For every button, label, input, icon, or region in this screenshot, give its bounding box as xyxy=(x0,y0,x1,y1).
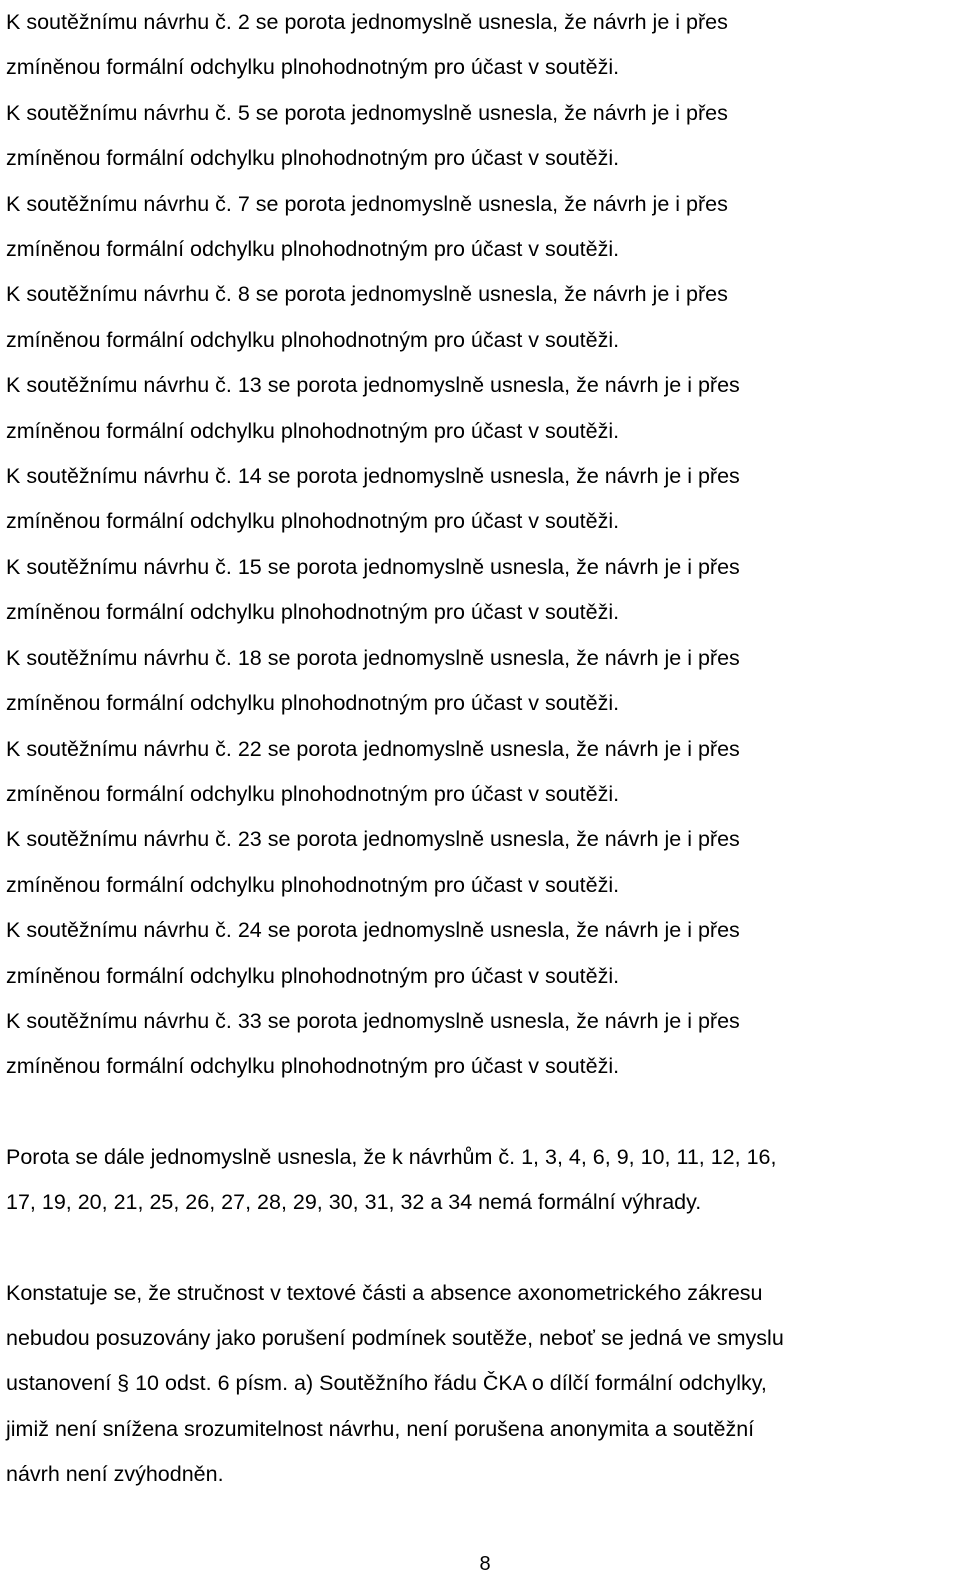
decision-line: K soutěžnímu návrhu č. 14 se porota jednomyslně usnesla, že návrh je i přes xyxy=(6,464,740,489)
decision-paragraph xyxy=(6,817,956,908)
decision-line: zmíněnou formální odchylku plnohodnotným pro účast v soutěži. xyxy=(6,146,620,171)
decision-paragraph xyxy=(6,363,956,454)
statement-line: ustanovení § 10 odst. 6 písm. a) Soutěžního řádu ČKA o dílčí formální odchylky, xyxy=(6,1371,767,1396)
decision-paragraph xyxy=(6,999,956,1090)
decision-paragraph xyxy=(6,454,956,545)
decision-line: zmíněnou formální odchylku plnohodnotným pro účast v soutěži. xyxy=(6,691,620,716)
decision-paragraph xyxy=(6,0,956,91)
decision-line: K soutěžnímu návrhu č. 33 se porota jednomyslně usnesla, že návrh je i přes xyxy=(6,1008,740,1033)
statement-line: nebudou posuzovány jako porušení podmínek soutěže, neboť se jedná ve smyslu xyxy=(6,1325,784,1350)
decision-list xyxy=(6,0,956,1090)
decision-line: zmíněnou formální odchylku plnohodnotným pro účast v soutěži. xyxy=(6,600,620,625)
summary-line: Porota se dále jednomyslně usnesla, že k návrhům č. 1, 3, 4, 6, 9, 10, 11, 12, 16, xyxy=(6,1144,777,1169)
decision-line: zmíněnou formální odchylku plnohodnotným pro účast v soutěži. xyxy=(6,237,620,262)
statement-paragraph xyxy=(6,1271,956,1498)
decision-line: zmíněnou formální odchylku plnohodnotným pro účast v soutěži. xyxy=(6,1054,620,1079)
decision-paragraph xyxy=(6,636,956,727)
decision-line: K soutěžnímu návrhu č. 18 se porota jednomyslně usnesla, že návrh je i přes xyxy=(6,645,740,670)
document-page xyxy=(6,0,956,1498)
summary-paragraph xyxy=(6,1135,956,1226)
decision-line: K soutěžnímu návrhu č. 2 se porota jednomyslně usnesla, že návrh je i přes xyxy=(6,10,728,34)
decision-line: K soutěžnímu návrhu č. 24 se porota jednomyslně usnesla, že návrh je i přes xyxy=(6,918,740,943)
statement-line: jimiž není snížena srozumitelnost návrhu, není porušena anonymita a soutěžní xyxy=(6,1416,755,1441)
decision-paragraph xyxy=(6,91,956,182)
decision-line: zmíněnou formální odchylku plnohodnotným pro účast v soutěži. xyxy=(6,55,620,80)
decision-paragraph xyxy=(6,545,956,636)
decision-paragraph xyxy=(6,908,956,999)
decision-line: K soutěžnímu návrhu č. 8 se porota jednomyslně usnesla, že návrh je i přes xyxy=(6,282,728,307)
statement-line: návrh není zvýhodněn. xyxy=(6,1462,224,1487)
decision-line: zmíněnou formální odchylku plnohodnotným pro účast v soutěži. xyxy=(6,963,620,988)
decision-line: K soutěžnímu návrhu č. 15 se porota jednomyslně usnesla, že návrh je i přes xyxy=(6,554,740,579)
decision-line: zmíněnou formální odchylku plnohodnotným pro účast v soutěži. xyxy=(6,781,620,806)
decision-line: zmíněnou formální odchylku plnohodnotným pro účast v soutěži. xyxy=(6,327,620,352)
decision-paragraph xyxy=(6,182,956,273)
decision-line: K soutěžnímu návrhu č. 7 se porota jednomyslně usnesla, že návrh je i přes xyxy=(6,191,728,216)
page-number: 8 xyxy=(479,1553,491,1575)
decision-paragraph xyxy=(6,272,956,363)
decision-line: zmíněnou formální odchylku plnohodnotným pro účast v soutěži. xyxy=(6,509,620,534)
decision-line: K soutěžnímu návrhu č. 22 se porota jednomyslně usnesla, že návrh je i přes xyxy=(6,736,740,761)
decision-line: K soutěžnímu návrhu č. 23 se porota jednomyslně usnesla, že návrh je i přes xyxy=(6,827,740,852)
summary-line: 17, 19, 20, 21, 25, 26, 27, 28, 29, 30, 31, 32 a 34 nemá formální výhrady. xyxy=(6,1190,702,1215)
decision-paragraph xyxy=(6,727,956,818)
decision-line: zmíněnou formální odchylku plnohodnotným pro účast v soutěži. xyxy=(6,418,620,443)
decision-line: zmíněnou formální odchylku plnohodnotným pro účast v soutěži. xyxy=(6,872,620,897)
decision-line: K soutěžnímu návrhu č. 5 se porota jednomyslně usnesla, že návrh je i přes xyxy=(6,100,728,125)
decision-line: K soutěžnímu návrhu č. 13 se porota jednomyslně usnesla, že návrh je i přes xyxy=(6,373,740,398)
statement-line: Konstatuje se, že stručnost v textové části a absence axonometrického zákresu xyxy=(6,1280,763,1305)
